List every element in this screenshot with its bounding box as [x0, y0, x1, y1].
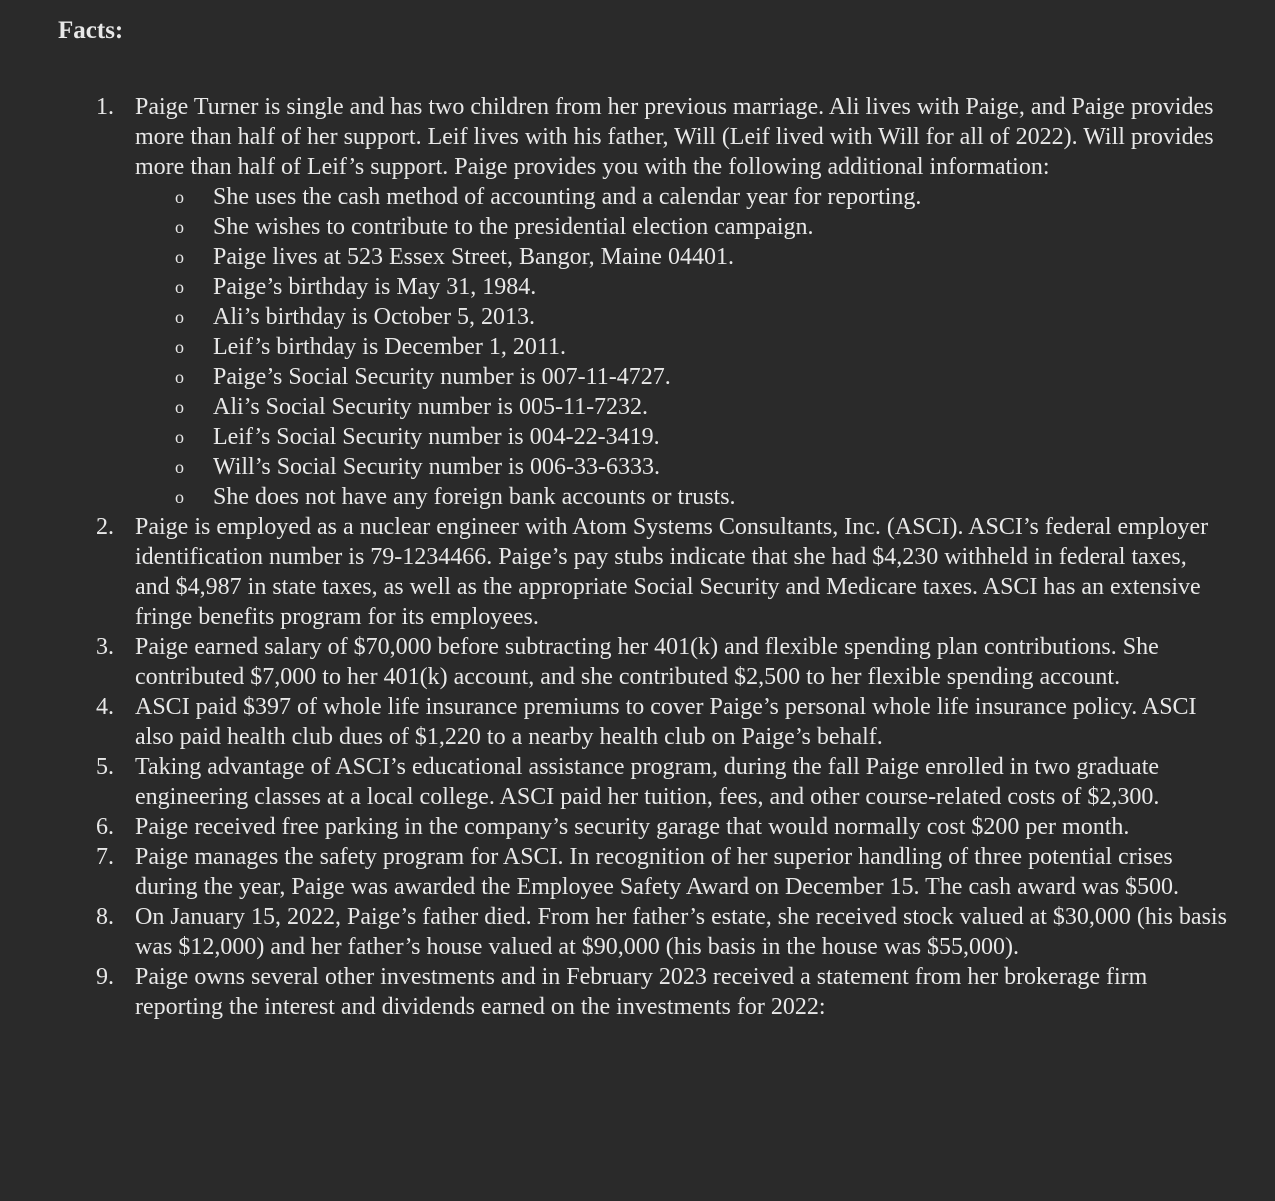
fact-item-3: [58, 632, 1227, 692]
sub-item: [135, 452, 1227, 482]
facts-heading: Facts:: [58, 17, 124, 44]
sub-item-text: Paige’s birthday is May 31, 1984.: [213, 274, 537, 300]
bullet-icon: o: [175, 247, 184, 267]
fact-number: 2.: [96, 514, 114, 540]
bullet-icon: o: [175, 427, 184, 447]
fact-number: 3.: [96, 634, 114, 660]
sub-item: [135, 332, 1227, 362]
sub-item: [135, 242, 1227, 272]
bullet-icon: o: [175, 277, 184, 297]
bullet-icon: o: [175, 397, 184, 417]
fact-text: Taking advantage of ASCI’s educational assistance program, during the fall Paige enrolled in two graduate engineering classes at a local college. ASCI paid her tuition, fees, and other course-related costs of $2,300.: [135, 754, 1160, 810]
fact-item-1: [58, 92, 1227, 512]
bullet-icon: o: [175, 307, 184, 327]
sub-item: [135, 272, 1227, 302]
fact-text: Paige Turner is single and has two children from her previous marriage. Ali lives with Paige, and Paige provides more than half of her support. Leif lives with his father, Will (Leif lived with Will for all of 2022). Will provides more than half of Leif’s support. Paige provides you with the following additional information:: [135, 94, 1214, 180]
sub-item-text: She uses the cash method of accounting and a calendar year for reporting.: [213, 184, 922, 210]
bullet-icon: o: [175, 457, 184, 477]
sub-item-text: Ali’s Social Security number is 005-11-7232.: [213, 394, 649, 420]
fact-number: 5.: [96, 754, 114, 780]
additional-info-list: [135, 182, 1227, 512]
fact-number: 6.: [96, 814, 114, 840]
fact-number: 9.: [96, 964, 114, 990]
sub-item-text: Leif’s Social Security number is 004-22-3419.: [213, 424, 660, 450]
fact-item-7: [58, 842, 1227, 902]
sub-item: [135, 212, 1227, 242]
fact-item-4: [58, 692, 1227, 752]
fact-text: Paige is employed as a nuclear engineer with Atom Systems Consultants, Inc. (ASCI). ASCI’s federal employer identification number is 79-1234466. Paige’s pay stubs indicate that she had $4,230 withheld in federal taxes, and $4,987 in state taxes, as well as the appropriate Social Security and Medicare taxes. ASCI has an extensive fringe benefits program for its employees.: [135, 514, 1209, 630]
fact-text: Paige manages the safety program for ASCI. In recognition of her superior handling of three potential crises during the year, Paige was awarded the Employee Safety Award on December 15. The cash award was $500.: [135, 844, 1180, 900]
bullet-icon: o: [175, 337, 184, 357]
fact-number: 7.: [96, 844, 114, 870]
fact-text: Paige earned salary of $70,000 before subtracting her 401(k) and flexible spending plan contributions. She contributed $7,000 to her 401(k) account, and she contributed $2,500 to her flexible spending account.: [135, 634, 1159, 690]
fact-item-9: [58, 962, 1227, 1022]
bullet-icon: o: [175, 217, 184, 237]
sub-item: [135, 182, 1227, 212]
fact-text: ASCI paid $397 of whole life insurance premiums to cover Paige’s personal whole life insurance policy. ASCI also paid health club dues of $1,220 to a nearby health club on Paige’s behalf.: [135, 694, 1197, 750]
sub-item: [135, 422, 1227, 452]
bullet-icon: o: [175, 487, 184, 507]
fact-number: 4.: [96, 694, 114, 720]
sub-item: [135, 302, 1227, 332]
facts-list: [58, 92, 1227, 1022]
fact-number: 8.: [96, 904, 114, 930]
fact-item-5: [58, 752, 1227, 812]
fact-text: On January 15, 2022, Paige’s father died. From her father’s estate, she received stock valued at $30,000 (his basis was $12,000) and her father’s house valued at $90,000 (his basis in the house was $55,000).: [135, 904, 1227, 960]
fact-item-8: [58, 902, 1227, 962]
sub-item-text: She does not have any foreign bank accounts or trusts.: [213, 484, 736, 510]
sub-item-text: Leif’s birthday is December 1, 2011.: [213, 334, 567, 360]
sub-item: [135, 362, 1227, 392]
sub-item: [135, 392, 1227, 422]
sub-item-text: Ali’s birthday is October 5, 2013.: [213, 304, 535, 330]
sub-item-text: Will’s Social Security number is 006-33-6333.: [213, 454, 660, 480]
bullet-icon: o: [175, 367, 184, 387]
fact-number: 1.: [96, 94, 114, 120]
fact-item-6: [58, 812, 1227, 842]
bullet-icon: o: [175, 187, 184, 207]
sub-item: [135, 482, 1227, 512]
fact-text: Paige owns several other investments and in February 2023 received a statement from her brokerage firm reporting the interest and dividends earned on the investments for 2022:: [135, 964, 1148, 1020]
sub-item-text: Paige lives at 523 Essex Street, Bangor, Maine 04401.: [213, 244, 734, 270]
fact-text: Paige received free parking in the company’s security garage that would normally cost $200 per month.: [135, 814, 1130, 840]
sub-item-text: She wishes to contribute to the presidential election campaign.: [213, 214, 814, 240]
fact-item-2: [58, 512, 1227, 632]
sub-item-text: Paige’s Social Security number is 007-11-4727.: [213, 364, 671, 390]
